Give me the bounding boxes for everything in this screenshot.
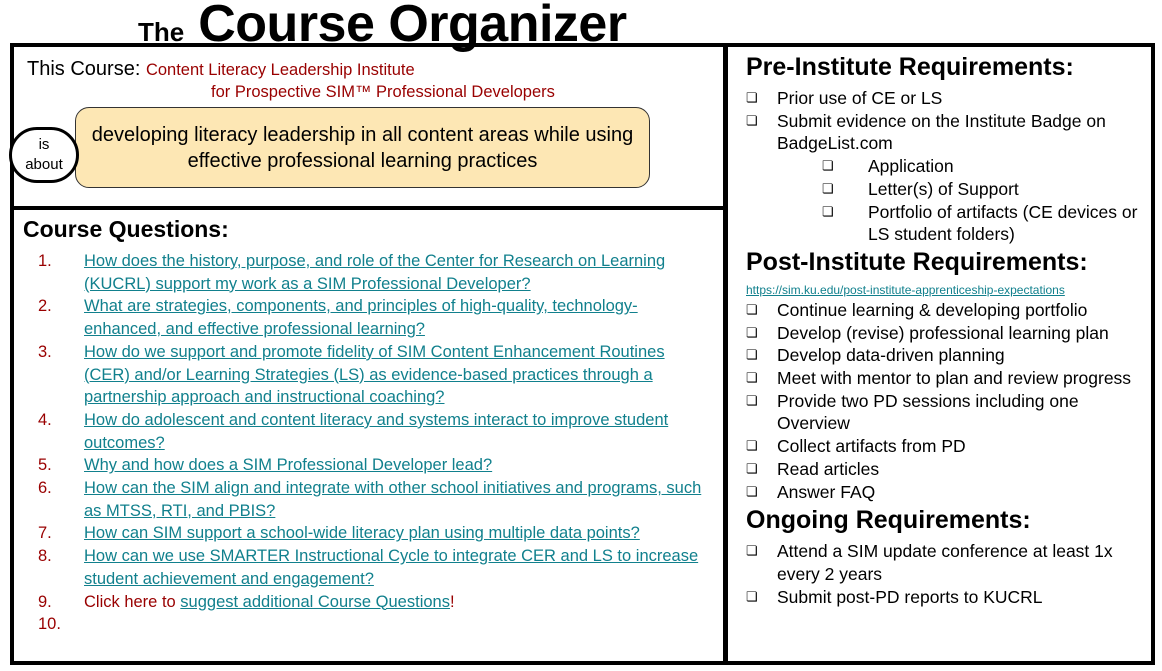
requirement-item bbox=[746, 367, 1146, 390]
post-institute-link[interactable]: https://sim.ku.edu/post-institute-apprenticeship-expectations bbox=[746, 282, 1065, 297]
checkbox-icon: ❏ bbox=[746, 543, 758, 559]
title-prefix: The bbox=[138, 17, 185, 47]
question-number: 5. bbox=[38, 456, 52, 475]
course-name-line2: for Prospective SIM™ Professional Developers bbox=[211, 83, 555, 101]
requirement-text: Letter(s) of Support bbox=[868, 178, 1019, 199]
checkbox-icon: ❏ bbox=[746, 483, 758, 499]
requirement-item bbox=[746, 435, 1146, 458]
about-text: developing literacy leadership in all content areas while using effective professional learning practices bbox=[91, 123, 634, 172]
checkbox-icon: ❏ bbox=[822, 203, 834, 219]
about-description bbox=[75, 107, 650, 188]
requirement-item bbox=[746, 344, 1146, 367]
requirement-text: Attend a SIM update conference at least 1x every 2 years bbox=[777, 541, 1113, 584]
suggest-questions-link[interactable]: suggest additional Course Questions bbox=[180, 592, 450, 611]
suggest-suffix: ! bbox=[449, 592, 455, 611]
requirement-subitem bbox=[746, 155, 1146, 178]
question-link[interactable]: How can we use SMARTER Instructional Cycle to integrate CER and LS to increase student achievement and engagement? bbox=[84, 547, 699, 588]
requirement-text: Develop (revise) professional learning plan bbox=[777, 322, 1109, 343]
requirement-item bbox=[746, 299, 1146, 322]
question-link[interactable]: How can the SIM align and integrate with other school initiatives and programs, such as MTSS, RTI, and PBIS? bbox=[84, 479, 702, 520]
suggest-prefix: Click here to bbox=[84, 592, 181, 611]
course-name-line1: Content Literacy Leadership Institute bbox=[145, 61, 415, 79]
question-number: 4. bbox=[38, 410, 52, 429]
question-item bbox=[38, 591, 708, 614]
requirement-item bbox=[746, 540, 1146, 585]
question-item bbox=[38, 522, 708, 545]
checkbox-icon: ❏ bbox=[746, 588, 758, 604]
checkbox-icon: ❏ bbox=[746, 347, 758, 363]
requirement-text: Application bbox=[868, 156, 954, 177]
question-item bbox=[38, 613, 708, 636]
checkbox-icon: ❏ bbox=[746, 392, 758, 408]
column-divider bbox=[723, 43, 728, 665]
question-number: 9. bbox=[38, 592, 52, 611]
requirement-text: Meet with mentor to plan and review progress bbox=[777, 368, 1132, 389]
requirement-item bbox=[746, 322, 1146, 345]
question-number: 3. bbox=[38, 342, 52, 361]
checkbox-icon: ❏ bbox=[746, 460, 758, 476]
requirement-text: Read articles bbox=[777, 458, 880, 479]
is-about-badge bbox=[9, 127, 79, 183]
checkbox-icon: ❏ bbox=[746, 301, 758, 317]
requirement-text: Collect artifacts from PD bbox=[777, 436, 966, 457]
question-link[interactable]: What are strategies, components, and principles of high-quality, technology-enhanced, and effective professional learning? bbox=[84, 297, 638, 339]
requirement-subitem bbox=[746, 201, 1146, 246]
requirement-text: Provide two PD sessions including one Overview bbox=[777, 390, 1079, 434]
checkbox-icon: ❏ bbox=[746, 438, 758, 454]
requirement-item bbox=[746, 586, 1146, 609]
question-number: 2. bbox=[38, 297, 52, 316]
question-number: 6. bbox=[38, 479, 52, 498]
checkbox-icon: ❏ bbox=[746, 370, 758, 386]
requirement-text: Submit post-PD reports to KUCRL bbox=[777, 586, 1043, 607]
question-number: 8. bbox=[38, 547, 52, 566]
question-item bbox=[38, 545, 708, 590]
requirements-column bbox=[746, 52, 1146, 608]
requirement-text: Portfolio of artifacts (CE devices or LS student folders) bbox=[868, 201, 1138, 245]
section-divider bbox=[10, 206, 727, 210]
this-course-label: This Course: bbox=[27, 58, 141, 80]
requirement-text: Continue learning & developing portfolio bbox=[777, 299, 1088, 320]
requirement-item bbox=[746, 481, 1146, 504]
checkbox-icon: ❏ bbox=[822, 158, 834, 174]
title-main: Course Organizer bbox=[198, 0, 627, 53]
checkbox-icon: ❏ bbox=[746, 324, 758, 340]
checkbox-icon: ❏ bbox=[822, 180, 834, 196]
checkbox-icon: ❏ bbox=[746, 90, 758, 105]
checkbox-icon: ❏ bbox=[746, 112, 758, 128]
question-link[interactable]: How do adolescent and content literacy and systems interact to improve student outcomes? bbox=[84, 410, 669, 452]
question-item bbox=[38, 250, 708, 295]
requirement-subitem bbox=[746, 178, 1146, 201]
question-item bbox=[38, 295, 708, 340]
question-link[interactable]: Why and how does a SIM Professional Developer lead? bbox=[84, 456, 493, 475]
question-item bbox=[38, 409, 708, 454]
question-link[interactable]: How does the history, purpose, and role of the Center for Research on Learning (KUCRL) support my work as a SIM Professional Developer? bbox=[84, 252, 666, 293]
requirement-text: Develop data-driven planning bbox=[777, 345, 1005, 366]
is-about-line2: about bbox=[25, 156, 63, 173]
this-course bbox=[27, 58, 415, 81]
question-link[interactable]: How do we support and promote fidelity of SIM Content Enhancement Routines (CER) and/or Learning Strategies (LS) as evidence-based practices through a partnership approach and instructional coaching? bbox=[84, 342, 665, 407]
requirement-item bbox=[746, 87, 1146, 110]
requirement-item bbox=[746, 390, 1146, 435]
question-item bbox=[38, 477, 708, 522]
question-number: 7. bbox=[38, 524, 52, 543]
requirement-text: Answer FAQ bbox=[777, 481, 876, 502]
is-about-line1: is bbox=[38, 136, 50, 153]
requirement-item bbox=[746, 458, 1146, 481]
course-questions-list bbox=[38, 250, 708, 636]
course-questions-heading: Course Questions: bbox=[23, 216, 229, 242]
question-item bbox=[38, 341, 708, 409]
requirement-text: Prior use of CE or LS bbox=[777, 88, 943, 108]
question-number: 1. bbox=[38, 252, 52, 270]
question-number: 10. bbox=[38, 615, 61, 634]
post-institute-heading: Post-Institute Requirements: bbox=[746, 247, 1088, 276]
requirement-text: Submit evidence on the Institute Badge on BadgeList.com bbox=[777, 110, 1106, 154]
requirement-item bbox=[746, 110, 1146, 155]
pre-institute-heading: Pre-Institute Requirements: bbox=[746, 53, 1074, 81]
question-item bbox=[38, 454, 708, 477]
ongoing-heading: Ongoing Requirements: bbox=[746, 506, 1031, 535]
question-link[interactable]: How can SIM support a school-wide literacy plan using multiple data points? bbox=[84, 524, 640, 543]
